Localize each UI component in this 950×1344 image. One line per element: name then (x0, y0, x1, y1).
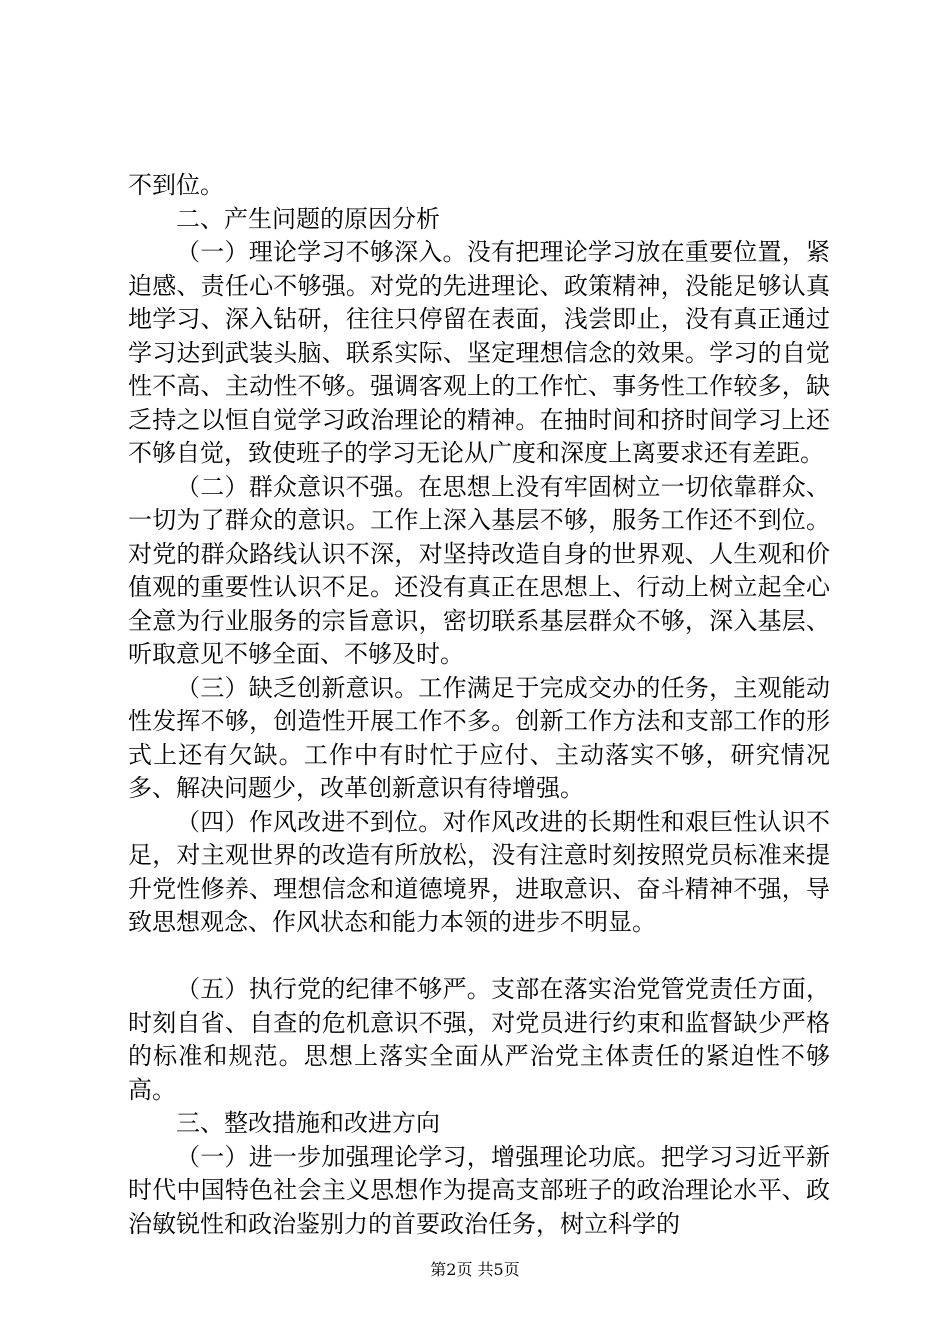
section-heading-cause-analysis: 二、产生问题的原因分析 (176, 204, 440, 233)
paragraph-mass-awareness: （二）群众意识不强。在思想上没有牢固树立一切依靠群众、一切为了群众的意识。工作上深入基层不够，服务工作还不到位。对党的群众路线认识不深，对坚持改造自身的世界观、人生观和价值观的重要性认识不足。还没有真正在思想上、行动上树立起全心全意为行业服务的宗旨意识，密切联系基层群众不够，深入基层、听取意见不够全面、不够及时。 (128, 472, 830, 668)
document-body (128, 169, 830, 1241)
paragraph-discipline: （五）执行党的纪律不够严。支部在落实治党管党责任方面，时刻自省、自查的危机意识不强，对党员进行约束和监督缺少严格的标准和规范。思想上落实全面从严治党主体责任的紧迫性不够高。 (128, 975, 830, 1104)
paragraph-theory-study: （一）理论学习不够深入。没有把理论学习放在重要位置，紧迫感、责任心不够强。对党的先进理论、政策精神，没能足够认真地学习、深入钻研，往往只停留在表面，浅尝即止，没有真正通过学习达到武装头脑、联系实际、坚定理想信念的效果。学习的自觉性不高、主动性不够。强调客观上的工作忙、事务性工作较多，缺乏持之以恒自觉学习政治理论的精神。在抽时间和挤时间学习上还不够自觉，致使班子的学习无论从广度和深度上离要求还有差距。 (128, 238, 830, 467)
section-heading-rectification: 三、整改措施和改进方向 (176, 1109, 440, 1137)
paragraph-strengthen-theory: （一）进一步加强理论学习，增强理论功底。把学习习近平新时代中国特色社会主义思想作为提高支部班子的政治理论水平、政治敏锐性和政治鉴别力的首要政治任务，树立科学的 (128, 1142, 830, 1238)
paragraph-innovation: （三）缺乏创新意识。工作满足于完成交办的任务，主观能动性发挥不够，创造性开展工作不多。创新工作方法和支部工作的形式上还有欠缺。工作中有时忙于应付、主动落实不够，研究情况多、解决问题少，改革创新意识有待增强。 (128, 673, 830, 802)
paragraph-spacer (128, 940, 830, 974)
paragraph-work-style: （四）作风改进不到位。对作风改进的长期性和艰巨性认识不足，对主观世界的改造有所放松，没有注意时刻按照党员标准来提升党性修养、理想信念和道德境界，进取意识、奋斗精神不强，导致思想观念、作风状态和能力本领的进步不明显。 (128, 807, 830, 936)
paragraph-continuation: 不到位。 (128, 171, 224, 199)
page-footer: 第2页 共5页 (430, 1260, 520, 1279)
